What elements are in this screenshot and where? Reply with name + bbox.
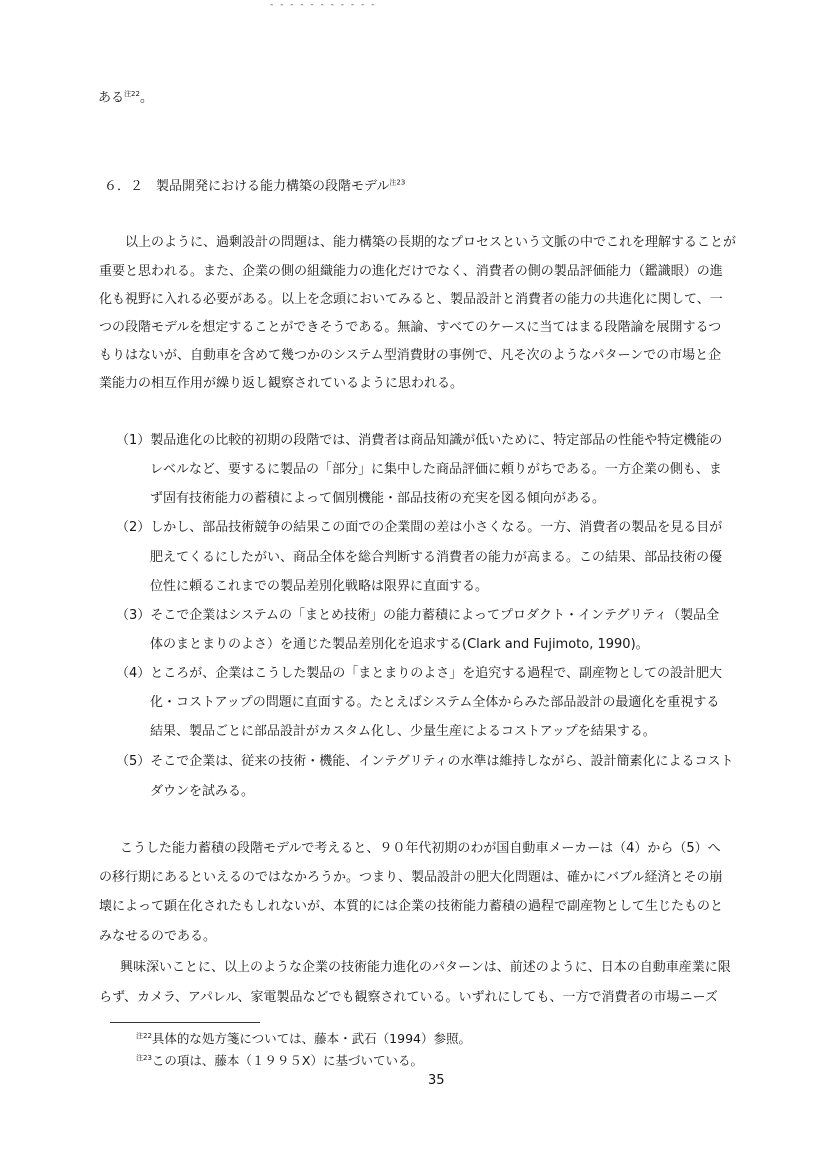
- footnote-text: この項は、藤本（１９９５X）に基づいている。: [151, 1053, 423, 1068]
- paragraph-line: つの段階モデルを想定することができそうである。無論、すべてのケースに当てはまる段階論を展開するつ: [99, 320, 722, 335]
- footnote-22: [136, 1029, 471, 1047]
- section-heading-text: ６．２ 製品開発における能力構築の段階モデル: [104, 179, 390, 194]
- paragraph-line: 壊によって顕在化されたもしれないが、本質的には企業の技術能力蓄積の過程で副産物として生じたものと: [99, 899, 724, 914]
- top-fragment-text: ある: [98, 90, 125, 106]
- list-item-continuation: レベルなど、要するに製品の「部分」に集中した商品評価に頼りがちである。一方企業の側も、ま: [150, 462, 722, 477]
- list-item-continuation: 位性に頼るこれまでの製品差別化戦略は限界に直面する。: [150, 579, 489, 594]
- paragraph-line: こうした能力蓄積の段階モデルで考えると、９０年代初期のわが国自動車メーカーは（4）から（5）へ: [120, 841, 721, 856]
- footnote-text: 具体的な処方箋については、藤本・武石（1994）参照。: [151, 1031, 471, 1046]
- list-item-continuation: ダウンを試みる。: [150, 784, 255, 799]
- paragraph-line: 業能力の相互作用が繰り返し観察されているように思われる。: [99, 376, 464, 391]
- list-item: （3）そこで企業はシステムの「まとめ技術」の能力蓄積によってプロダクト・インテグリティ（製品全: [116, 608, 720, 623]
- footnote-ref-23: 注23: [389, 178, 406, 187]
- header-scan-marks: - - - - - - - - - - -: [270, 0, 377, 10]
- footnote-23: [136, 1051, 423, 1069]
- list-item-continuation: 結果、製品ごとに部品設計がカスタム化し、少量生産によるコストアップを結果する。: [150, 724, 656, 739]
- paragraph-line: の移行期にあるといえるのではなかろうか。つまり、製品設計の肥大化問題は、確かにバブル経済とその崩: [99, 870, 723, 885]
- list-item-continuation: 化・コストアップの問題に直面する。たとえばシステム全体からみた部品設計の最適化を重視する: [150, 695, 720, 710]
- list-item-continuation: 体のまとまりのよさ）を通じた製品差別化を追求する(Clark and Fujimoto, 1990)。: [150, 637, 649, 652]
- list-item-continuation: ず固有技術能力の蓄積によって個別機能・部品技術の充実を図る傾向がある。: [150, 491, 606, 506]
- list-item: （4）ところが、企業はこうした製品の「まとまりのよさ」を追究する過程で、副産物としての設計肥大: [116, 666, 723, 681]
- footnote-divider: [110, 1022, 260, 1023]
- section-heading: [104, 175, 405, 194]
- list-item: （5）そこで企業は、従来の技術・機能、インテグリティの水準は維持しながら、設計簡素化によるコスト: [116, 754, 734, 769]
- list-item: （1）製品進化の比較的初期の段階では、消費者は商品知識が低いために、特定部品の性能や特定機能の: [116, 433, 723, 448]
- paragraph-line: らず、カメラ、アパレル、家電製品などでも観察されている。いずれにしても、一方で消費者の市場ニーズ: [99, 990, 718, 1005]
- footnote-mark: 注22: [136, 1031, 152, 1040]
- paragraph-line: みなせるのである。: [99, 929, 217, 944]
- paragraph-line: 重要と思われる。また、企業の側の組織能力の進化だけでなく、消費者の側の製品評価能力（鑑識眼）の進: [99, 264, 723, 279]
- list-item-continuation: 肥えてくるにしたがい、商品全体を総合判断する消費者の能力が高まる。この結果、部品技術の優: [150, 550, 723, 565]
- paragraph-line: 化も視野に入れる必要がある。以上を念頭においてみると、製品設計と消費者の能力の共進化に関して、一: [99, 292, 723, 307]
- paragraph-line: 興味深いことに、以上のような企業の技術能力進化のパターンは、前述のように、日本の自動車産業に限: [120, 960, 731, 975]
- top-fragment-end: 。: [139, 90, 153, 106]
- footnote-mark: 注23: [136, 1053, 152, 1062]
- footnote-ref-22: 注22: [124, 90, 140, 98]
- top-fragment: [98, 91, 153, 104]
- page-number: 35: [428, 1073, 445, 1088]
- paragraph-line: もりはないが、自動車を含めて幾つかのシステム型消費財の事例で、凡そ次のようなパターンでの市場と企: [99, 348, 722, 363]
- list-item: （2）しかし、部品技術競争の結果この面での企業間の差は小さくなる。一方、消費者の製品を見る目が: [116, 520, 723, 535]
- paragraph-line: 以上のように、過剰設計の問題は、能力構築の長期的なプロセスという文脈の中でこれを理解することが: [125, 235, 737, 250]
